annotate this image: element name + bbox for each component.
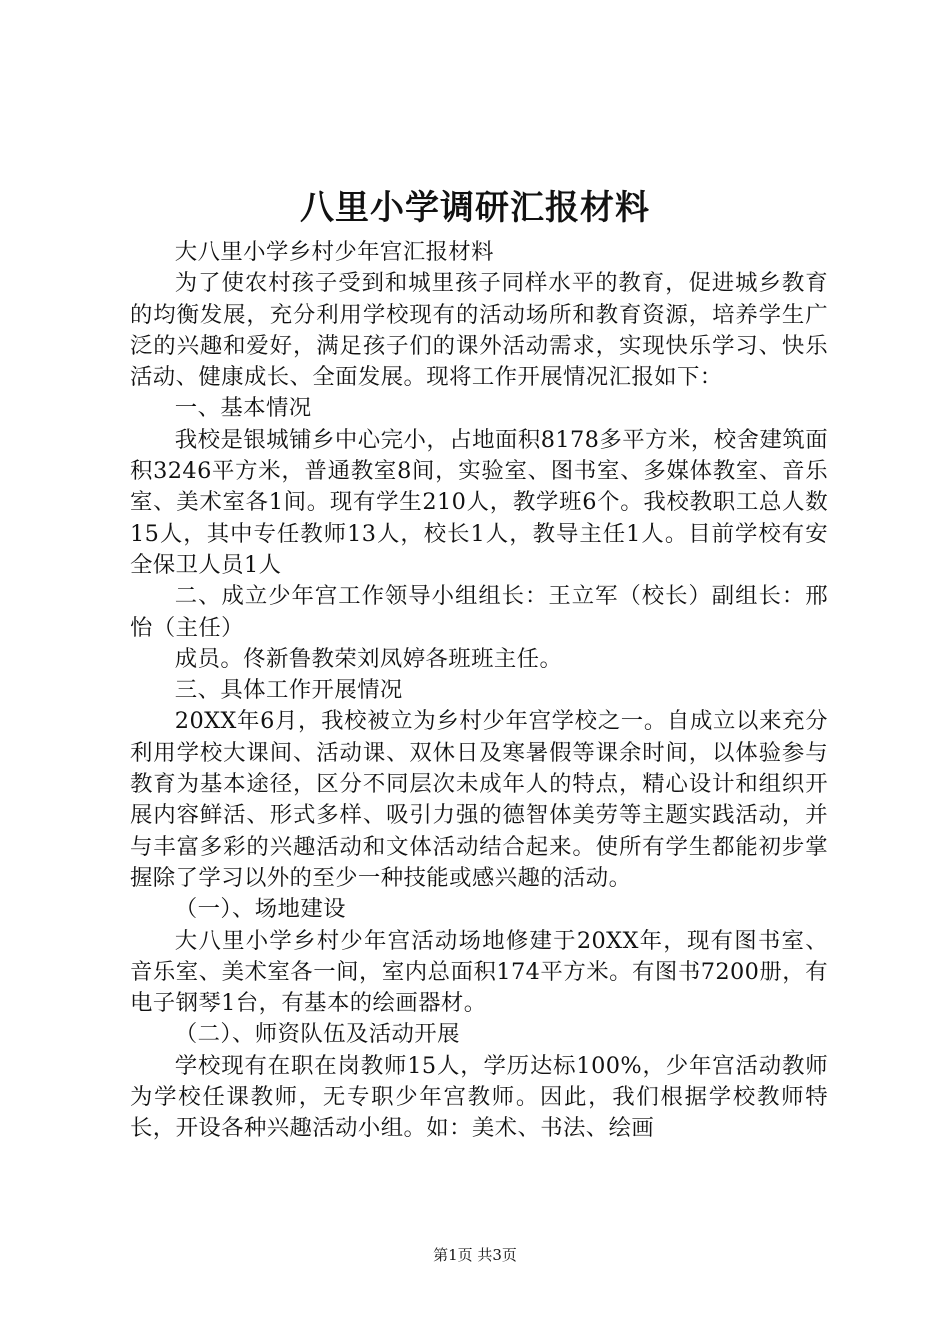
section-heading-leadership: 二、成立少年宫工作领导小组组长：王立军（校长）副组长：邢怡（主任） <box>130 583 828 641</box>
paragraph-subtitle: 大八里小学乡村少年宫汇报材料 <box>174 239 494 265</box>
paragraph-members: 成员。佟新鲁教荣刘凤婷各班班主任。 <box>174 645 563 672</box>
paragraph-venue: 大八里小学乡村少年宫活动场地修建于20XX年，现有图书室、音乐室、美术室各一间，室内总面积174平方米。有图书7200册，有电子钢琴1台，有基本的绘画器材。 <box>130 927 828 1017</box>
paragraph-work: 20XX年6月，我校被立为乡村少年宫学校之一。自成立以来充分利用学校大课间、活动课、双休日及寒暑假等课余时间，以体验参与教育为基本途径，区分不同层次未成年人的特点，精心设计和组织开展内容鲜活、形式多样、吸引力强的德智体美劳等主题实践活动，并与丰富多彩的兴趣活动和文体活动结合起来。使所有学生都能初步掌握除了学习以外的至少一种技能或感兴趣的活动。 <box>130 708 828 891</box>
paragraph-basic-info: 我校是银城铺乡中心完小，占地面积8178多平方米，校舍建筑面积3246平方米，普通教室8间，实验室、图书室、多媒体教室、音乐室、美术室各1间。现有学生210人，教学班6个。我校教职工总人数15人，其中专任教师13人，校长1人，教导主任1人。目前学校有安全保卫人员1人 <box>130 426 828 578</box>
subsection-heading-venue: （一）、场地建设 <box>174 896 346 923</box>
subsection-heading-teachers: （二）、师资队伍及活动开展 <box>174 1021 460 1048</box>
document-title: 八里小学调研汇报材料 <box>300 188 650 228</box>
section-heading-basic: 一、基本情况 <box>174 395 312 422</box>
paragraph-teachers: 学校现有在职在岗教师15人，学历达标100%，少年宫活动教师为学校任课教师，无专职少年宫教师。因此，我们根据学校教师特长，开设各种兴趣活动小组。如：美术、书法、绘画 <box>130 1052 828 1142</box>
paragraph-intro: 为了使农村孩子受到和城里孩子同样水平的教育，促进城乡教育的均衡发展，充分利用学校现有的活动场所和教育资源，培养学生广泛的兴趣和爱好，满足孩子们的课外活动需求，实现快乐学习、快乐活动、健康成长、全面发展。现将工作开展情况汇报如下： <box>130 270 828 391</box>
section-heading-work: 三、具体工作开展情况 <box>174 677 403 704</box>
page-footer: 第1页 共3页 <box>433 1246 517 1264</box>
document-body <box>130 237 828 1145</box>
